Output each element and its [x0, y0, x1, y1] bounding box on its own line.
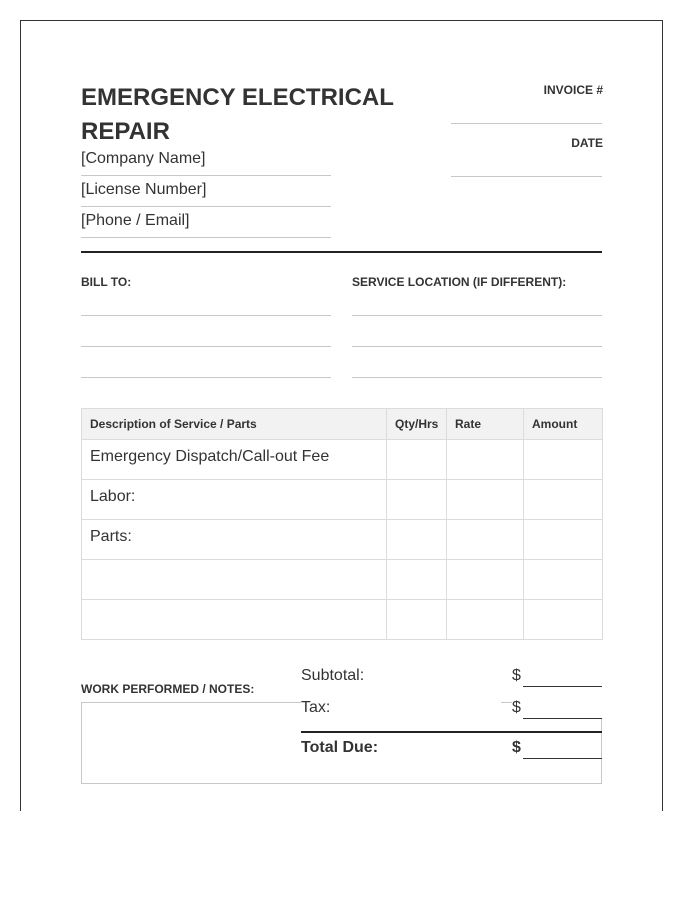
description-cell[interactable]	[82, 480, 387, 520]
description-text: Labor:	[90, 488, 136, 505]
subtotal-field[interactable]	[512, 667, 602, 687]
qty-cell[interactable]	[387, 440, 447, 480]
column-header-description: Description of Service / Parts	[82, 409, 387, 440]
table-row	[82, 520, 603, 560]
rate-cell[interactable]	[447, 440, 524, 480]
description-cell[interactable]	[82, 440, 387, 480]
tax-currency: $	[512, 699, 521, 716]
license-number-field[interactable]: [License Number]	[81, 176, 331, 207]
description-text	[90, 560, 386, 569]
amount-cell[interactable]	[524, 520, 603, 560]
description-text	[90, 600, 386, 609]
qty-cell[interactable]	[387, 480, 447, 520]
qty-cell[interactable]	[387, 600, 447, 640]
total-due-field[interactable]	[512, 739, 602, 759]
column-header-rate: Rate	[447, 409, 524, 440]
table-row	[82, 560, 603, 600]
service-location-line[interactable]	[352, 315, 602, 316]
qty-cell[interactable]	[387, 560, 447, 600]
tax-field[interactable]	[512, 699, 602, 719]
notes-label: WORK PERFORMED / NOTES:	[81, 682, 255, 696]
total-divider	[301, 731, 602, 733]
invoice-page	[20, 20, 663, 811]
header-divider	[81, 251, 602, 253]
bill-to-label: BILL TO:	[81, 275, 132, 289]
tax-label: Tax:	[301, 699, 501, 717]
rate-cell[interactable]	[447, 480, 524, 520]
service-location-line[interactable]	[352, 346, 602, 347]
rate-cell[interactable]	[447, 600, 524, 640]
line-items-table	[81, 408, 603, 640]
phone-email-field[interactable]: [Phone / Email]	[81, 207, 331, 238]
amount-cell[interactable]	[524, 480, 603, 520]
bill-to-line[interactable]	[81, 346, 331, 347]
invoice-number-field[interactable]	[451, 123, 602, 124]
description-text: Emergency Dispatch/Call-out Fee	[90, 448, 330, 465]
table-row	[82, 600, 603, 640]
date-label: DATE	[571, 136, 603, 150]
rate-cell[interactable]	[447, 520, 524, 560]
invoice-title: EMERGENCY ELECTRICAL REPAIR	[81, 84, 394, 145]
description-cell[interactable]	[82, 520, 387, 560]
rate-cell[interactable]	[447, 560, 524, 600]
column-header-qty-hrs: Qty/Hrs	[387, 409, 447, 440]
subtotal-currency: $	[512, 667, 521, 684]
description-cell[interactable]	[82, 560, 387, 600]
table-header-row	[82, 409, 603, 440]
bill-to-line[interactable]	[81, 377, 331, 378]
invoice-number-label: INVOICE #	[543, 83, 603, 97]
description-text: Parts:	[90, 528, 132, 545]
amount-cell[interactable]	[524, 560, 603, 600]
table-row	[82, 440, 603, 480]
bill-to-line[interactable]	[81, 315, 331, 316]
column-header-amount: Amount	[524, 409, 603, 440]
service-location-label: SERVICE LOCATION (IF DIFFERENT):	[352, 275, 567, 289]
service-location-line[interactable]	[352, 377, 602, 378]
description-cell[interactable]	[82, 600, 387, 640]
table-row	[82, 480, 603, 520]
date-field[interactable]	[451, 176, 602, 177]
subtotal-label: Subtotal:	[301, 667, 365, 684]
amount-cell[interactable]	[524, 440, 603, 480]
qty-cell[interactable]	[387, 520, 447, 560]
amount-cell[interactable]	[524, 600, 603, 640]
total-due-label: Total Due:	[301, 739, 379, 756]
company-name-field[interactable]: [Company Name]	[81, 145, 331, 176]
total-currency: $	[512, 739, 521, 756]
